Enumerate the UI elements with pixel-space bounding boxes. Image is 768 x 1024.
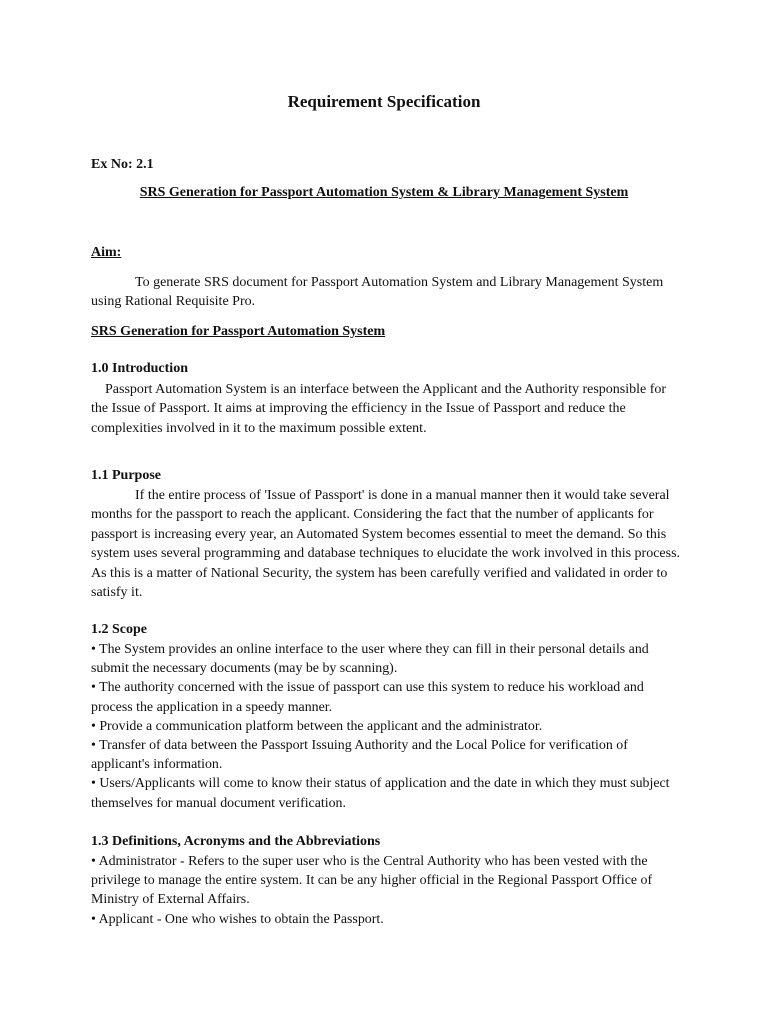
document-subtitle: SRS Generation for Passport Automation System & Library Management System bbox=[139, 185, 629, 200]
aim-text: To generate SRS document for Passport Automation System and Library Management System using Rational Requisite Pro. bbox=[91, 275, 664, 310]
list-item: • Users/Applicants will come to know their status of application and the date in which they must subject themselves for manual document verification. bbox=[91, 776, 670, 811]
exercise-number: Ex No: 2.1 bbox=[91, 157, 154, 172]
introduction-heading: 1.0 Introduction bbox=[91, 361, 188, 376]
list-item: • Provide a communication platform between the applicant and the administrator. bbox=[91, 718, 543, 734]
purpose-text: If the entire process of 'Issue of Passport' is done in a manual manner then it would take several months for the passport to reach the applicant. Considering the fact that the number of applicants for passport is increasing every year, an Automated System becomes essential to meet the demand. So this system uses several programming and database techniques to elucidate the work involved in this process. As this is a matter of National Security, the system has been carefully verified and validated in order to satisfy it. bbox=[91, 488, 681, 601]
scope-list bbox=[91, 640, 681, 813]
definitions-heading: 1.3 Definitions, Acronyms and the Abbreviations bbox=[91, 834, 381, 849]
definitions-list bbox=[91, 852, 681, 929]
list-item: • The authority concerned with the issue of passport can use this system to reduce his workload and process the application in a speedy manner. bbox=[91, 680, 644, 715]
introduction-text: Passport Automation System is an interface between the Applicant and the Authority responsible for the Issue of Passport. It aims at improving the efficiency in the Issue of Passport and reduce the complexities involved in it to the maximum possible extent. bbox=[91, 382, 667, 436]
list-item: • The System provides an online interface to the user where they can fill in their personal details and submit the necessary documents (may be by scanning). bbox=[91, 642, 649, 677]
purpose-heading: 1.1 Purpose bbox=[91, 468, 161, 483]
page-title: Requirement Specification bbox=[287, 92, 481, 111]
section-heading-passport: SRS Generation for Passport Automation System bbox=[91, 324, 386, 339]
list-item: • Administrator - Refers to the super user who is the Central Authority who has been vested with the privilege to manage the entire system. It can be any higher official in the Regional Passport Office of Ministry of External Affairs. bbox=[91, 854, 653, 908]
scope-heading: 1.2 Scope bbox=[91, 622, 147, 637]
list-item: • Transfer of data between the Passport Issuing Authority and the Local Police for verification of applicant's information. bbox=[91, 738, 628, 773]
aim-heading: Aim: bbox=[91, 245, 122, 260]
list-item: • Applicant - One who wishes to obtain the Passport. bbox=[91, 911, 384, 927]
